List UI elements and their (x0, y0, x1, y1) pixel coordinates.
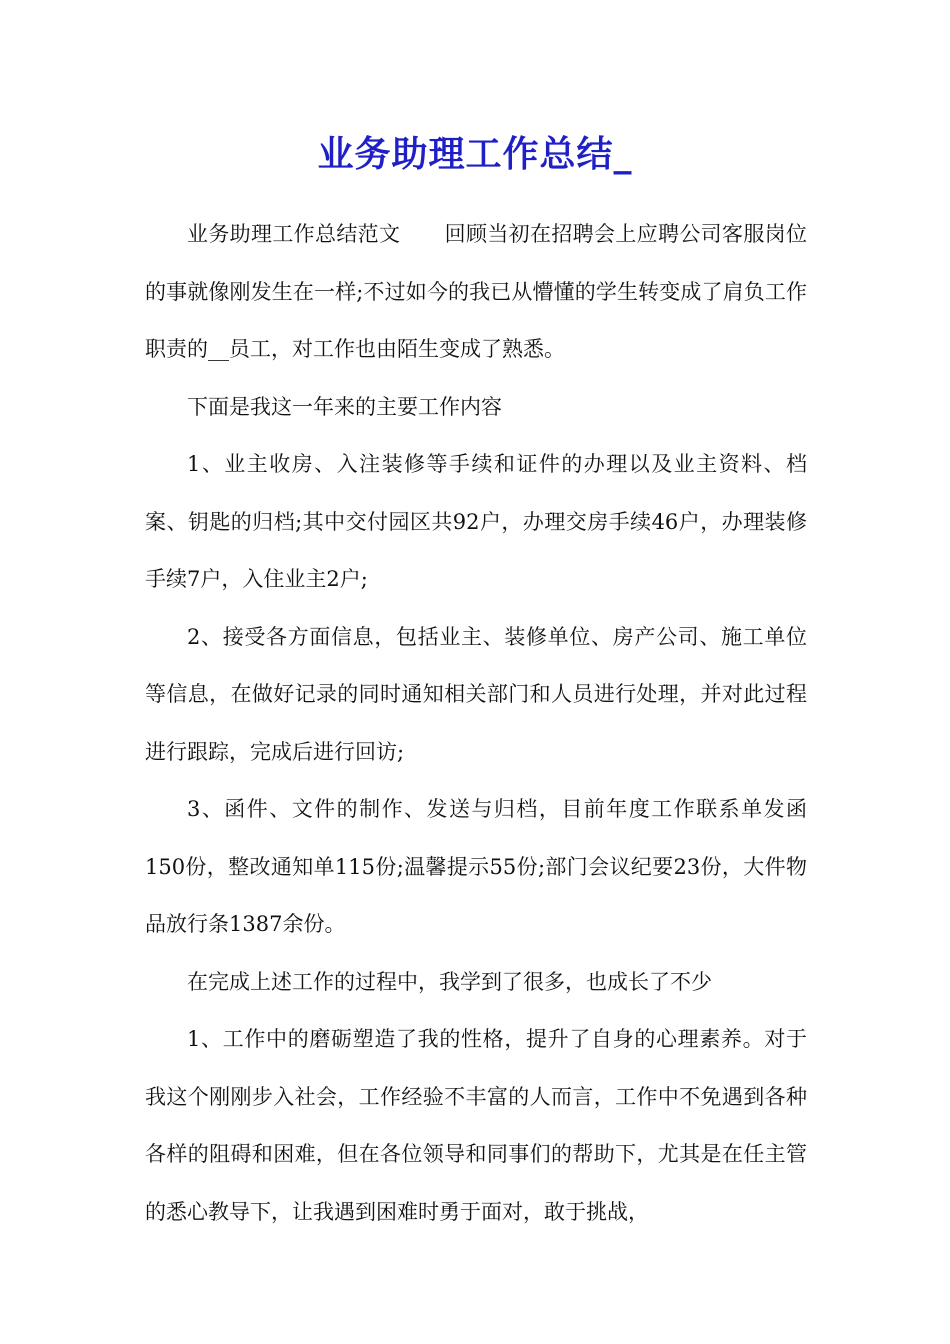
paragraph-learning-item-1: 1、工作中的磨砺塑造了我的性格，提升了自身的心理素养。对于我这个刚刚步入社会，工作经验不丰富的人而言，工作中不免遇到各种各样的阻碍和困难，但在各位领导和同事们的帮助下，尤其是在任主管的悉心教导下，让我遇到困难时勇于面对，敢于挑战， (145, 1027, 807, 1224)
paragraph-learning-heading: 在完成上述工作的过程中，我学到了很多，也成长了不少 (187, 969, 712, 994)
document-body (145, 206, 807, 1241)
paragraph-work-item-3: 3、函件、文件的制作、发送与归档，目前年度工作联系单发函150份，整改通知单115份;温馨提示55份;部门会议纪要23份，大件物品放行条1387余份。 (145, 797, 807, 936)
intro-heading-text: 业务助理工作总结范文 (187, 222, 401, 246)
paragraph-work-item-2: 2、接受各方面信息，包括业主、装修单位、房产公司、施工单位等信息，在做好记录的同时通知相关部门和人员进行处理，并对此过程进行跟踪，完成后进行回访; (145, 624, 807, 764)
paragraph-work-content-heading: 下面是我这一年来的主要工作内容 (187, 394, 502, 419)
paragraph-intro (145, 206, 807, 379)
document-title: 业务助理工作总结_ (317, 133, 633, 175)
paragraph-work-item-1: 1、业主收房、入注装修等手续和证件的办理以及业主资料、档案、钥匙的归档;其中交付园区共92户，办理交房手续46户，办理装修手续7户，入住业主2户; (145, 452, 807, 591)
intro-body-text: 回顾当初在招聘会上应聘公司客服岗位的事就像刚发生在一样;不过如今的我已从懵懂的学生转变成了肩负工作职责的__员工，对工作也由陌生变成了熟悉。 (145, 222, 808, 361)
